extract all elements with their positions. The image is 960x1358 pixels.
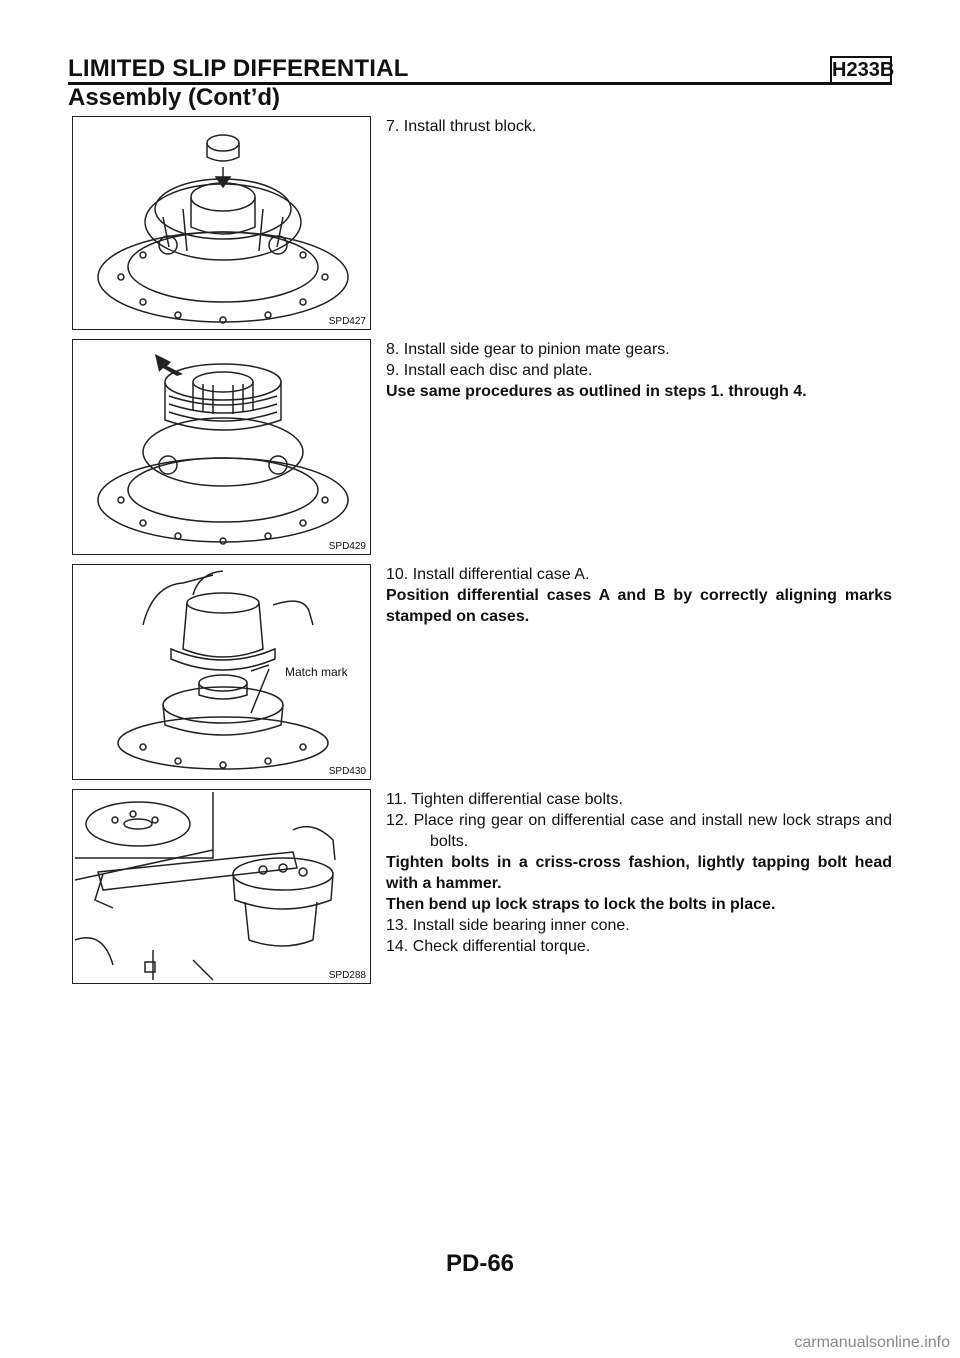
tighten-bolts-illustration <box>73 790 370 983</box>
step-10-block <box>386 564 892 627</box>
thrust-block-illustration <box>73 117 370 329</box>
note-criss-cross: Tighten bolts in a criss-cross fashion, lightly tapping bolt head with a hammer. <box>386 854 892 892</box>
side-gear-illustration <box>73 340 370 554</box>
model-code-box: H233B <box>830 56 892 84</box>
section-title: LIMITED SLIP DIFFERENTIAL <box>68 55 409 82</box>
step-12: 12. Place ring gear on differential case and install new lock straps and bolts. <box>386 812 892 850</box>
watermark: carmanualsonline.info <box>794 1334 950 1351</box>
figure-label: SPD429 <box>328 541 366 552</box>
note-lock-straps: Then bend up lock straps to lock the bolts in place. <box>386 896 776 913</box>
figure-label: SPD427 <box>328 316 366 327</box>
figure-side-gear <box>72 339 371 555</box>
step-11: 11. Tighten differential case bolts. <box>386 791 623 808</box>
note-procedure: Use same procedures as outlined in steps 1. through 4. <box>386 383 807 400</box>
step-7: 7. Install thrust block. <box>386 118 537 135</box>
note-align-cases: Position differential cases A and B by correctly aligning marks stamped on cases. <box>386 587 892 625</box>
step-8: 8. Install side gear to pinion mate gears. <box>386 341 670 358</box>
figure-label: SPD430 <box>328 766 366 777</box>
page-subtitle: Assembly (Cont’d) <box>68 84 281 111</box>
step-10: 10. Install differential case A. <box>386 566 590 583</box>
step-13: 13. Install side bearing inner cone. <box>386 917 630 934</box>
step-9: 9. Install each disc and plate. <box>386 362 593 379</box>
step-7-block <box>386 116 892 137</box>
figure-label: SPD288 <box>328 970 366 981</box>
step-14: 14. Check differential torque. <box>386 938 591 955</box>
steps-11-14-block <box>386 789 892 957</box>
match-mark-callout: Match mark <box>285 665 348 679</box>
figure-case-alignment <box>72 564 371 780</box>
steps-8-9-block <box>386 339 892 402</box>
figure-thrust-block <box>72 116 371 330</box>
page-number: PD-66 <box>445 1250 515 1277</box>
figure-tighten-bolts <box>72 789 371 984</box>
